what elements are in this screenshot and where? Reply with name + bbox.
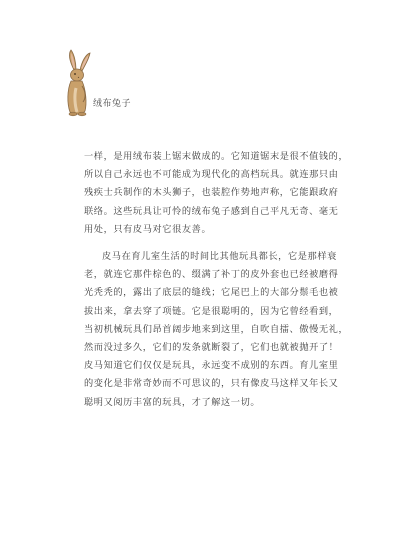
body-text	[84, 148, 352, 421]
paragraph	[84, 248, 352, 412]
text-line: 所以自己永远也不可能成为现代化的高档玩具。就连那只由	[84, 169, 339, 181]
book-title: 绒布兔子	[93, 99, 132, 109]
paragraph	[84, 148, 352, 239]
text-line: 光秃秃的，露出了底层的缝线；它尾巴上的大部分鬃毛也被	[84, 287, 339, 299]
text-line: 用处，只有皮马对它很友善。	[84, 223, 212, 235]
rabbit-illustration	[60, 48, 94, 118]
text-line: 的变化是非常奇妙而不可思议的，只有像皮马这样又年长又	[84, 378, 339, 390]
text-line: 皮马知道它们仅仅是玩具，永远变不成别的东西。育儿室里	[84, 360, 339, 372]
text-line: 拔出来，拿去穿了项链。它是很聪明的，因为它曾经看到，	[84, 305, 339, 317]
text-line: 联络。这些玩具让可怜的绒布兔子感到自己平凡无奇、毫无	[84, 205, 339, 217]
text-line: 然而没过多久，它们的发条就断裂了，它们也就被抛开了！	[84, 342, 339, 354]
text-line: 当初机械玩具们昂首阔步地来到这里，自吹自擂、傲慢无礼，	[84, 323, 349, 335]
text-line: 聪明又阅历丰富的玩具，才了解这一切。	[84, 396, 261, 408]
text-line: 一样，是用绒布装上锯末做成的。它知道锯末是很不值钱的，	[84, 151, 349, 162]
text-line: 老，就连它那件棕色的、缀满了补丁的皮外套也已经被磨得	[84, 269, 339, 281]
text-line: 皮马在育儿室生活的时间比其他玩具都长，它是那样衰	[102, 251, 337, 263]
text-line: 残疾士兵制作的木头狮子，也装腔作势地声称，它能跟政府	[84, 187, 339, 199]
